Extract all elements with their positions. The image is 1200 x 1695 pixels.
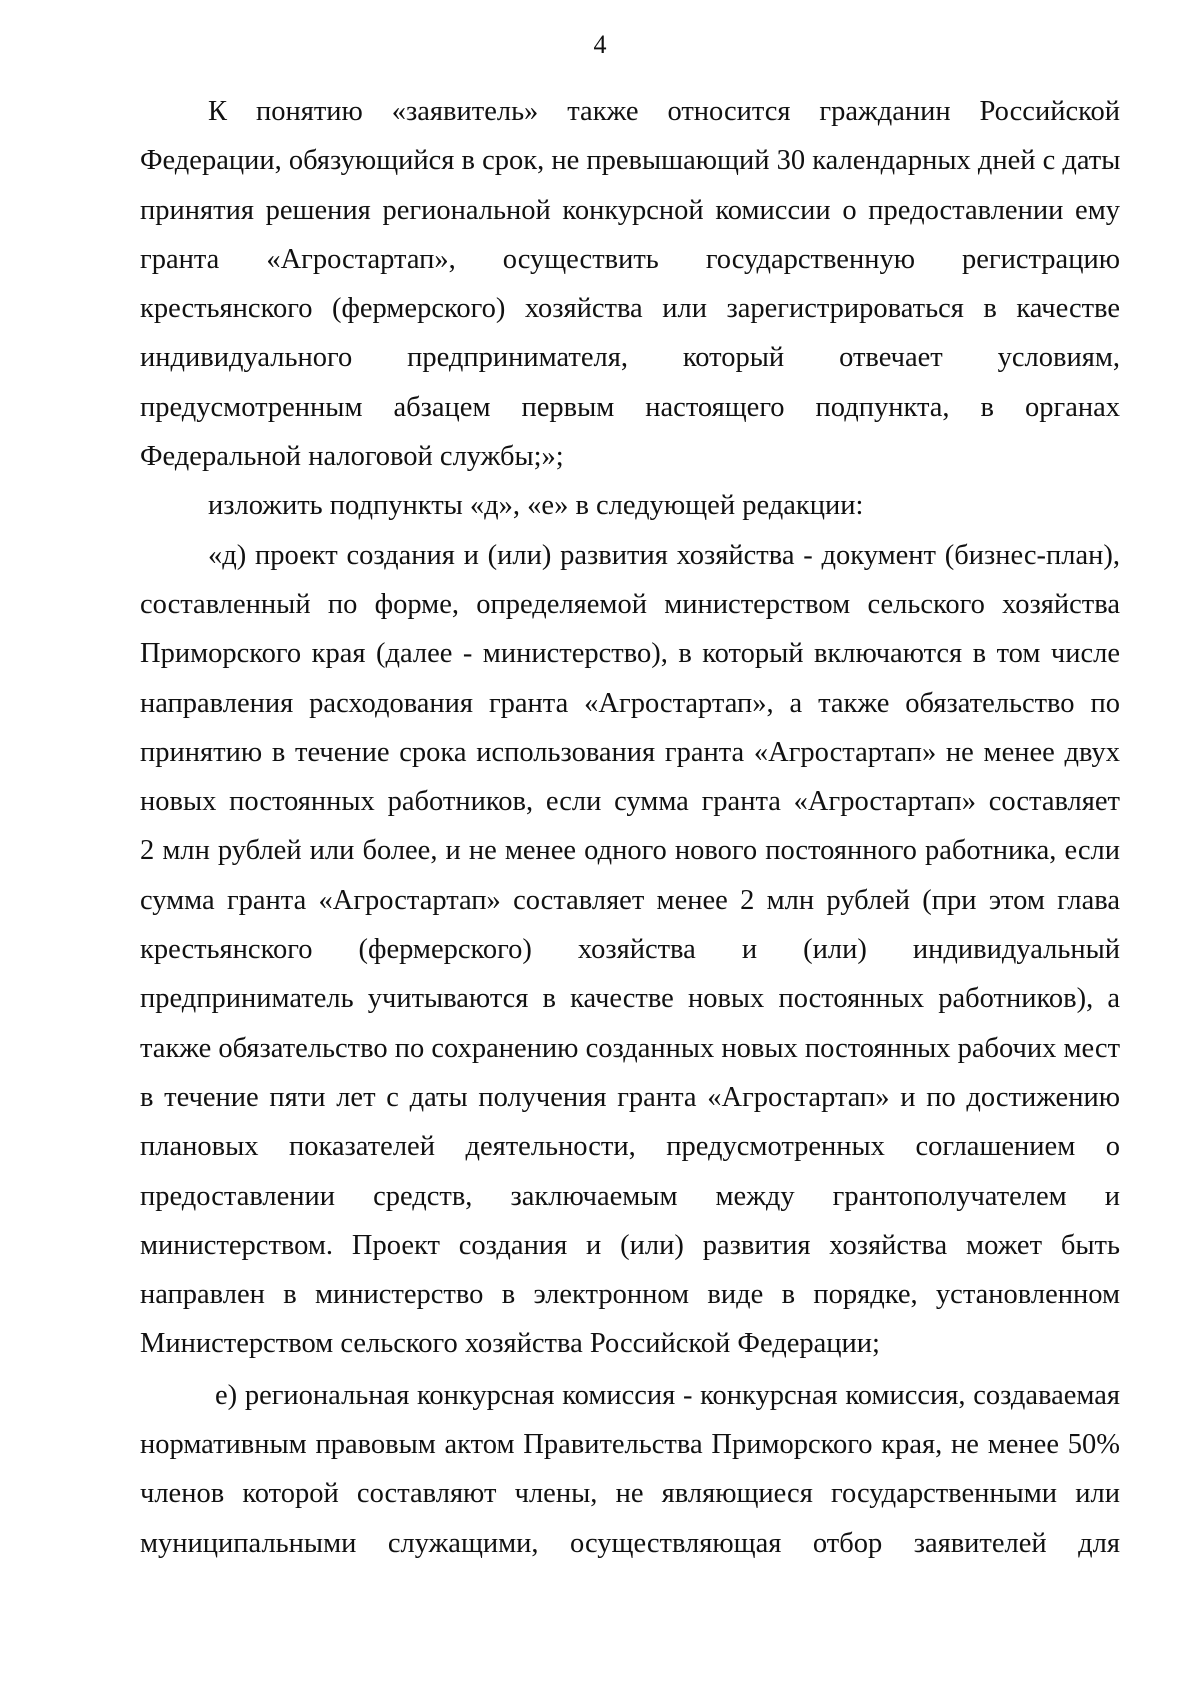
text-line: в течение пяти лет с даты получения гранта «Агростартап» и по достижению — [140, 1081, 1120, 1113]
text-line: К понятию «заявитель» также относится гражданин Российской — [208, 96, 1120, 127]
text-line: крестьянского (фермерского) хозяйства и (или) индивидуальный — [140, 934, 1120, 966]
text-line: направлен в министерство в электронном виде в порядке, установленном — [140, 1279, 1120, 1311]
text-line: принятию в течение срока использования гранта «Агростартап» не менее двух — [140, 736, 1120, 768]
text-line: членов которой составляют члены, не являющиеся государственными или — [140, 1478, 1120, 1510]
text-line: нормативным правовым актом Правительства Приморского края, не менее 50% — [140, 1429, 1120, 1461]
text-line: плановых показателей деятельности, предусмотренных соглашением о — [140, 1131, 1120, 1163]
text-line: Приморского края (далее - министерство), в который включаются в том числе — [140, 638, 1120, 670]
text-line: изложить подпункты «д», «е» в следующей редакции: — [208, 490, 864, 522]
text-line: министерством. Проект создания и (или) развития хозяйства может быть — [140, 1229, 1120, 1261]
text-line: также обязательство по сохранению созданных новых постоянных рабочих мест — [140, 1032, 1120, 1064]
text-line: крестьянского (фермерского) хозяйства или зарегистрироваться в качестве — [140, 293, 1120, 325]
paragraph-subpoint-d — [140, 531, 1120, 1369]
text-line: Министерством сельского хозяйства Российской Федерации; — [140, 1328, 880, 1360]
text-line: составленный по форме, определяемой министерством сельского хозяйства — [140, 588, 1120, 620]
text-line: индивидуального предпринимателя, который отвечает условиям, — [140, 342, 1120, 374]
text-line: сумма гранта «Агростартап» составляет менее 2 млн рублей (при этом глава — [140, 884, 1120, 916]
text-line: предусмотренным абзацем первым настоящего подпункта, в органах — [140, 391, 1120, 423]
text-line: предоставлении средств, заключаемым между грантополучателем и — [140, 1180, 1120, 1212]
text-line: е) региональная конкурсная комиссия - конкурсная комиссия, создаваемая — [215, 1379, 1120, 1411]
text-line: принятия решения региональной конкурсной комиссии о предоставлении ему — [140, 194, 1120, 226]
text-line: Федерации, обязующийся в срок, не превышающий 30 календарных дней с даты — [140, 145, 1120, 177]
text-line: гранта «Агростартап», осуществить государственную регистрацию — [140, 243, 1120, 275]
text-line: «д) проект создания и (или) развития хозяйства - документ (бизнес-план), — [208, 539, 1120, 571]
paragraph-applicant-definition — [140, 87, 1120, 481]
paragraph-instruction — [140, 481, 1120, 530]
text-line: 2 млн рублей или более, и не менее одного нового постоянного работника, если — [140, 835, 1120, 867]
text-line: новых постоянных работников, если сумма гранта «Агростартап» составляет — [140, 786, 1120, 818]
text-line: муниципальными служащими, осуществляющая отбор заявителей для — [140, 1527, 1120, 1559]
text-line: предприниматель учитываются в качестве новых постоянных работников), а — [140, 983, 1120, 1015]
text-line: направления расходования гранта «Агростартап», а также обязательство по — [140, 687, 1120, 719]
paragraph-subpoint-e — [140, 1371, 1120, 1568]
page-number: 4 — [593, 30, 607, 59]
text-line: Федеральной налоговой службы;»; — [140, 441, 564, 473]
document-body — [140, 87, 1120, 1568]
